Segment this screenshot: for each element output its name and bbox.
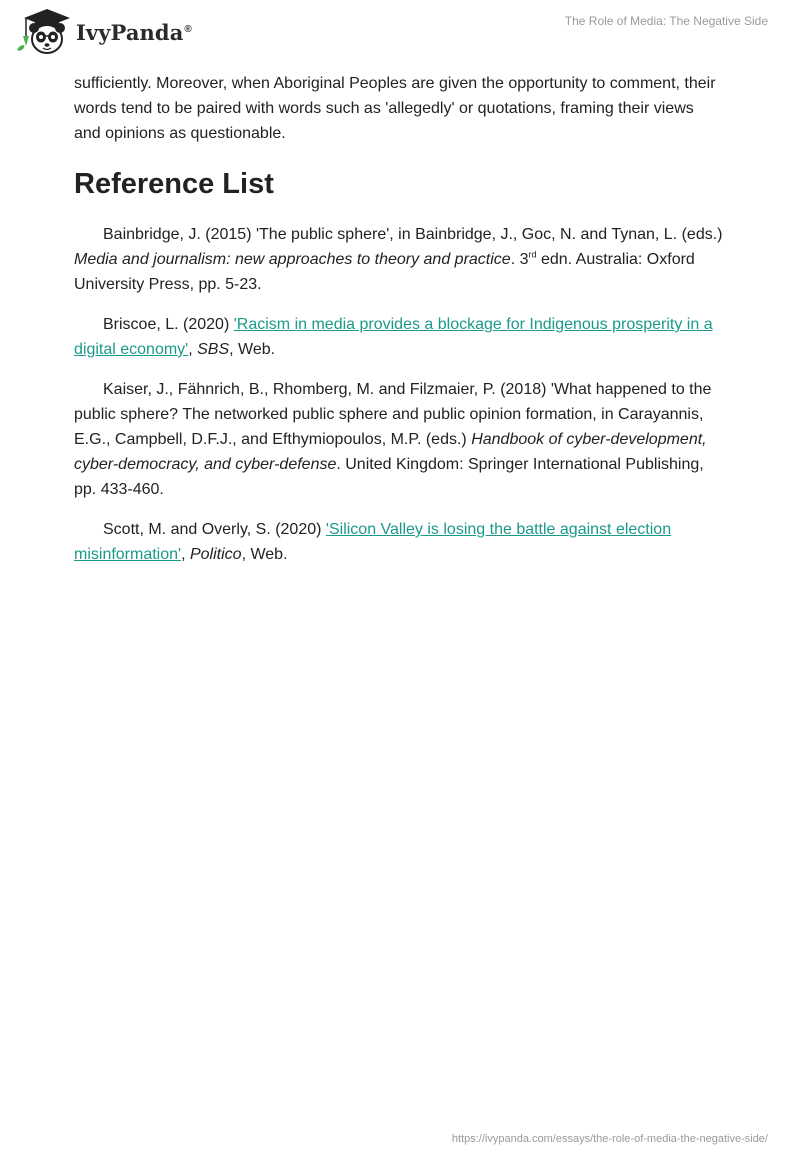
panda-graduate-icon — [14, 6, 72, 56]
reference-link[interactable]: 'Racism in media provides a blockage for Indigenous prosperity in a digital economy' — [74, 316, 713, 358]
reference-item: Briscoe, L. (2020) 'Racism in media provides a blockage for Indigenous prosperity in a digital economy', SBS, Web. — [74, 316, 713, 358]
ordinal-suffix: rd — [528, 249, 537, 260]
reference-link[interactable]: 'Silicon Valley is losing the battle against election misinformation' — [74, 521, 672, 563]
reference-item: Bainbridge, J. (2015) 'The public sphere', in Bainbridge, J., Goc, N. and Tynan, L. (eds.) Media and journalism: new approaches to theory and practice. 3rd edn. Australia: Oxford University Press, pp. 5-23. — [74, 226, 723, 293]
reference-title: Handbook of cyber-development, cyber-democracy, and cyber-defense — [74, 431, 707, 473]
document-title: The Role of Media: The Negative Side — [564, 14, 768, 28]
reference-list-heading: Reference List — [74, 168, 274, 200]
reference-item: Scott, M. and Overly, S. (2020) 'Silicon Valley is losing the battle against election misinformation', Politico, Web. — [74, 521, 672, 563]
reference-source: Politico — [189, 546, 242, 563]
reference-item: Kaiser, J., Fähnrich, B., Rhomberg, M. and Filzmaier, P. (2018) 'What happened to the public sphere? The networked public sphere and public opinion formation, in Carayannis, E.G., Campbell, D.F.J., and Efthymiopoulos, M.P. (eds.) Handbook of cyber-development, cyber-democracy, and cyber-defense. United Kingdom: Springer International Publishing, pp. 433-460. — [74, 381, 712, 498]
reference-title: Media and journalism: new approaches to theory and practice — [74, 251, 511, 268]
intro-paragraph: sufficiently. Moreover, when Aboriginal Peoples are given the opportunity to comment, their words tend to be paired with words such as 'allegedly' or quotations, framing their views and opinions as questionable. — [74, 75, 716, 142]
footer-url: https://ivypanda.com/essays/the-role-of-media-the-negative-side/ — [451, 1133, 768, 1145]
reference-source: SBS — [197, 341, 230, 358]
page-header — [0, 0, 800, 60]
ivypanda-logo[interactable] — [14, 6, 192, 56]
logo-wordmark: IvyPanda® — [76, 19, 192, 45]
registered-mark: ® — [184, 23, 192, 35]
main-content — [74, 71, 724, 582]
